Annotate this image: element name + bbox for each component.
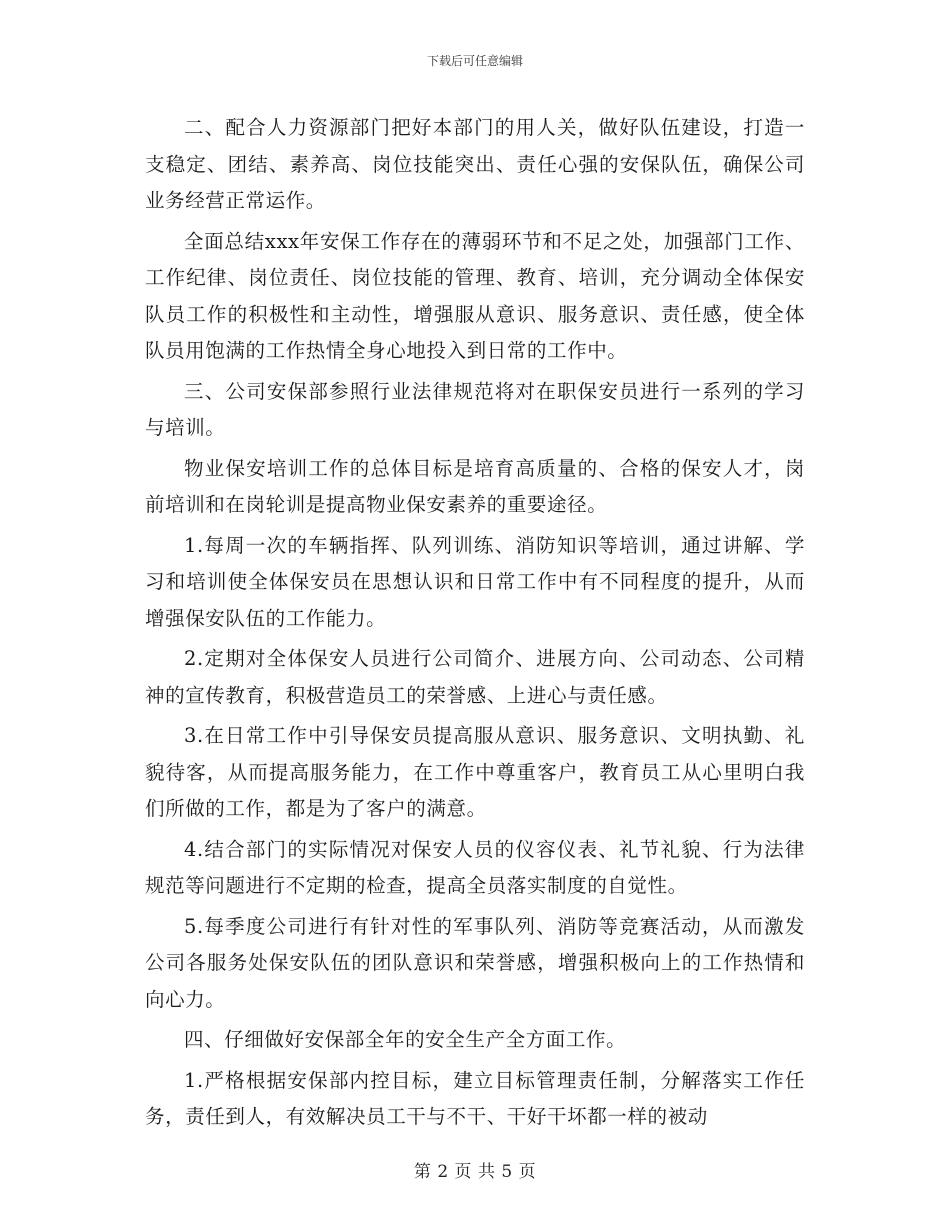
paragraph-1: 二、配合人力资源部门把好本部门的用人关，做好队伍建设，打造一支稳定、团结、素养高、岗位技能突出、责任心强的安保队伍，确保公司业务经营正常运作。 [145, 116, 805, 212]
page-header: 下载后可任意编辑 [426, 54, 523, 68]
paragraph-8: 4.结合部门的实际情况对保安人员的仪容仪表、礼节礼貌、行为法律规范等问题进行不定期的检查，提高全员落实制度的自觉性。 [145, 837, 805, 897]
paragraph-7: 3.在日常工作中引导保安员提高服从意识、服务意识、文明执勤、礼貌待客，从而提高服务能力，在工作中尊重客户，教育员工从心里明白我们所做的工作，都是为了客户的满意。 [145, 724, 805, 820]
paragraph-10: 四、仔细做好安保部全年的安全生产全方面工作。 [184, 1028, 627, 1051]
paragraph-4: 物业保安培训工作的总体目标是培育高质量的、合格的保安人才，岗前培训和在岗轮训是提高物业保安素养的重要途径。 [145, 456, 805, 516]
paragraph-6: 2.定期对全体保安人员进行公司简介、进展方向、公司动态、公司精神的宣传教育，积极营造员工的荣誉感、上进心与责任感。 [145, 647, 805, 707]
page-number-footer: 第 2 页 共 5 页 [413, 1162, 537, 1182]
paragraph-9: 5.每季度公司进行有针对性的军事队列、消防等竞赛活动，从而激发公司各服务处保安队伍的团队意识和荣誉感，增强积极向上的工作热情和向心力。 [145, 914, 805, 1011]
paragraph-2: 全面总结xxx年安保工作存在的薄弱环节和不足之处，加强部门工作、工作纪律、岗位责任、岗位技能的管理、教育、培训，充分调动全体保安队员工作的积极性和主动性，增强服从意识、服务意识、责任感，使全体队员用饱满的工作热情全身心地投入到日常的工作中。 [145, 229, 805, 362]
body-text [145, 110, 805, 1140]
paragraph-11: 1.严格根据安保部内控目标，建立目标管理责任制，分解落实工作任务，责任到人，有效解决员工干与不干、干好干坏都一样的被动 [145, 1068, 805, 1128]
paragraph-3: 三、公司安保部参照行业法律规范将对在职保安员进行一系列的学习与培训。 [145, 379, 805, 439]
paragraph-5: 1.每周一次的车辆指挥、队列训练、消防知识等培训，通过讲解、学习和培训使全体保安员在思想认识和日常工作中有不同程度的提升，从而增强保安队伍的工作能力。 [145, 533, 805, 630]
